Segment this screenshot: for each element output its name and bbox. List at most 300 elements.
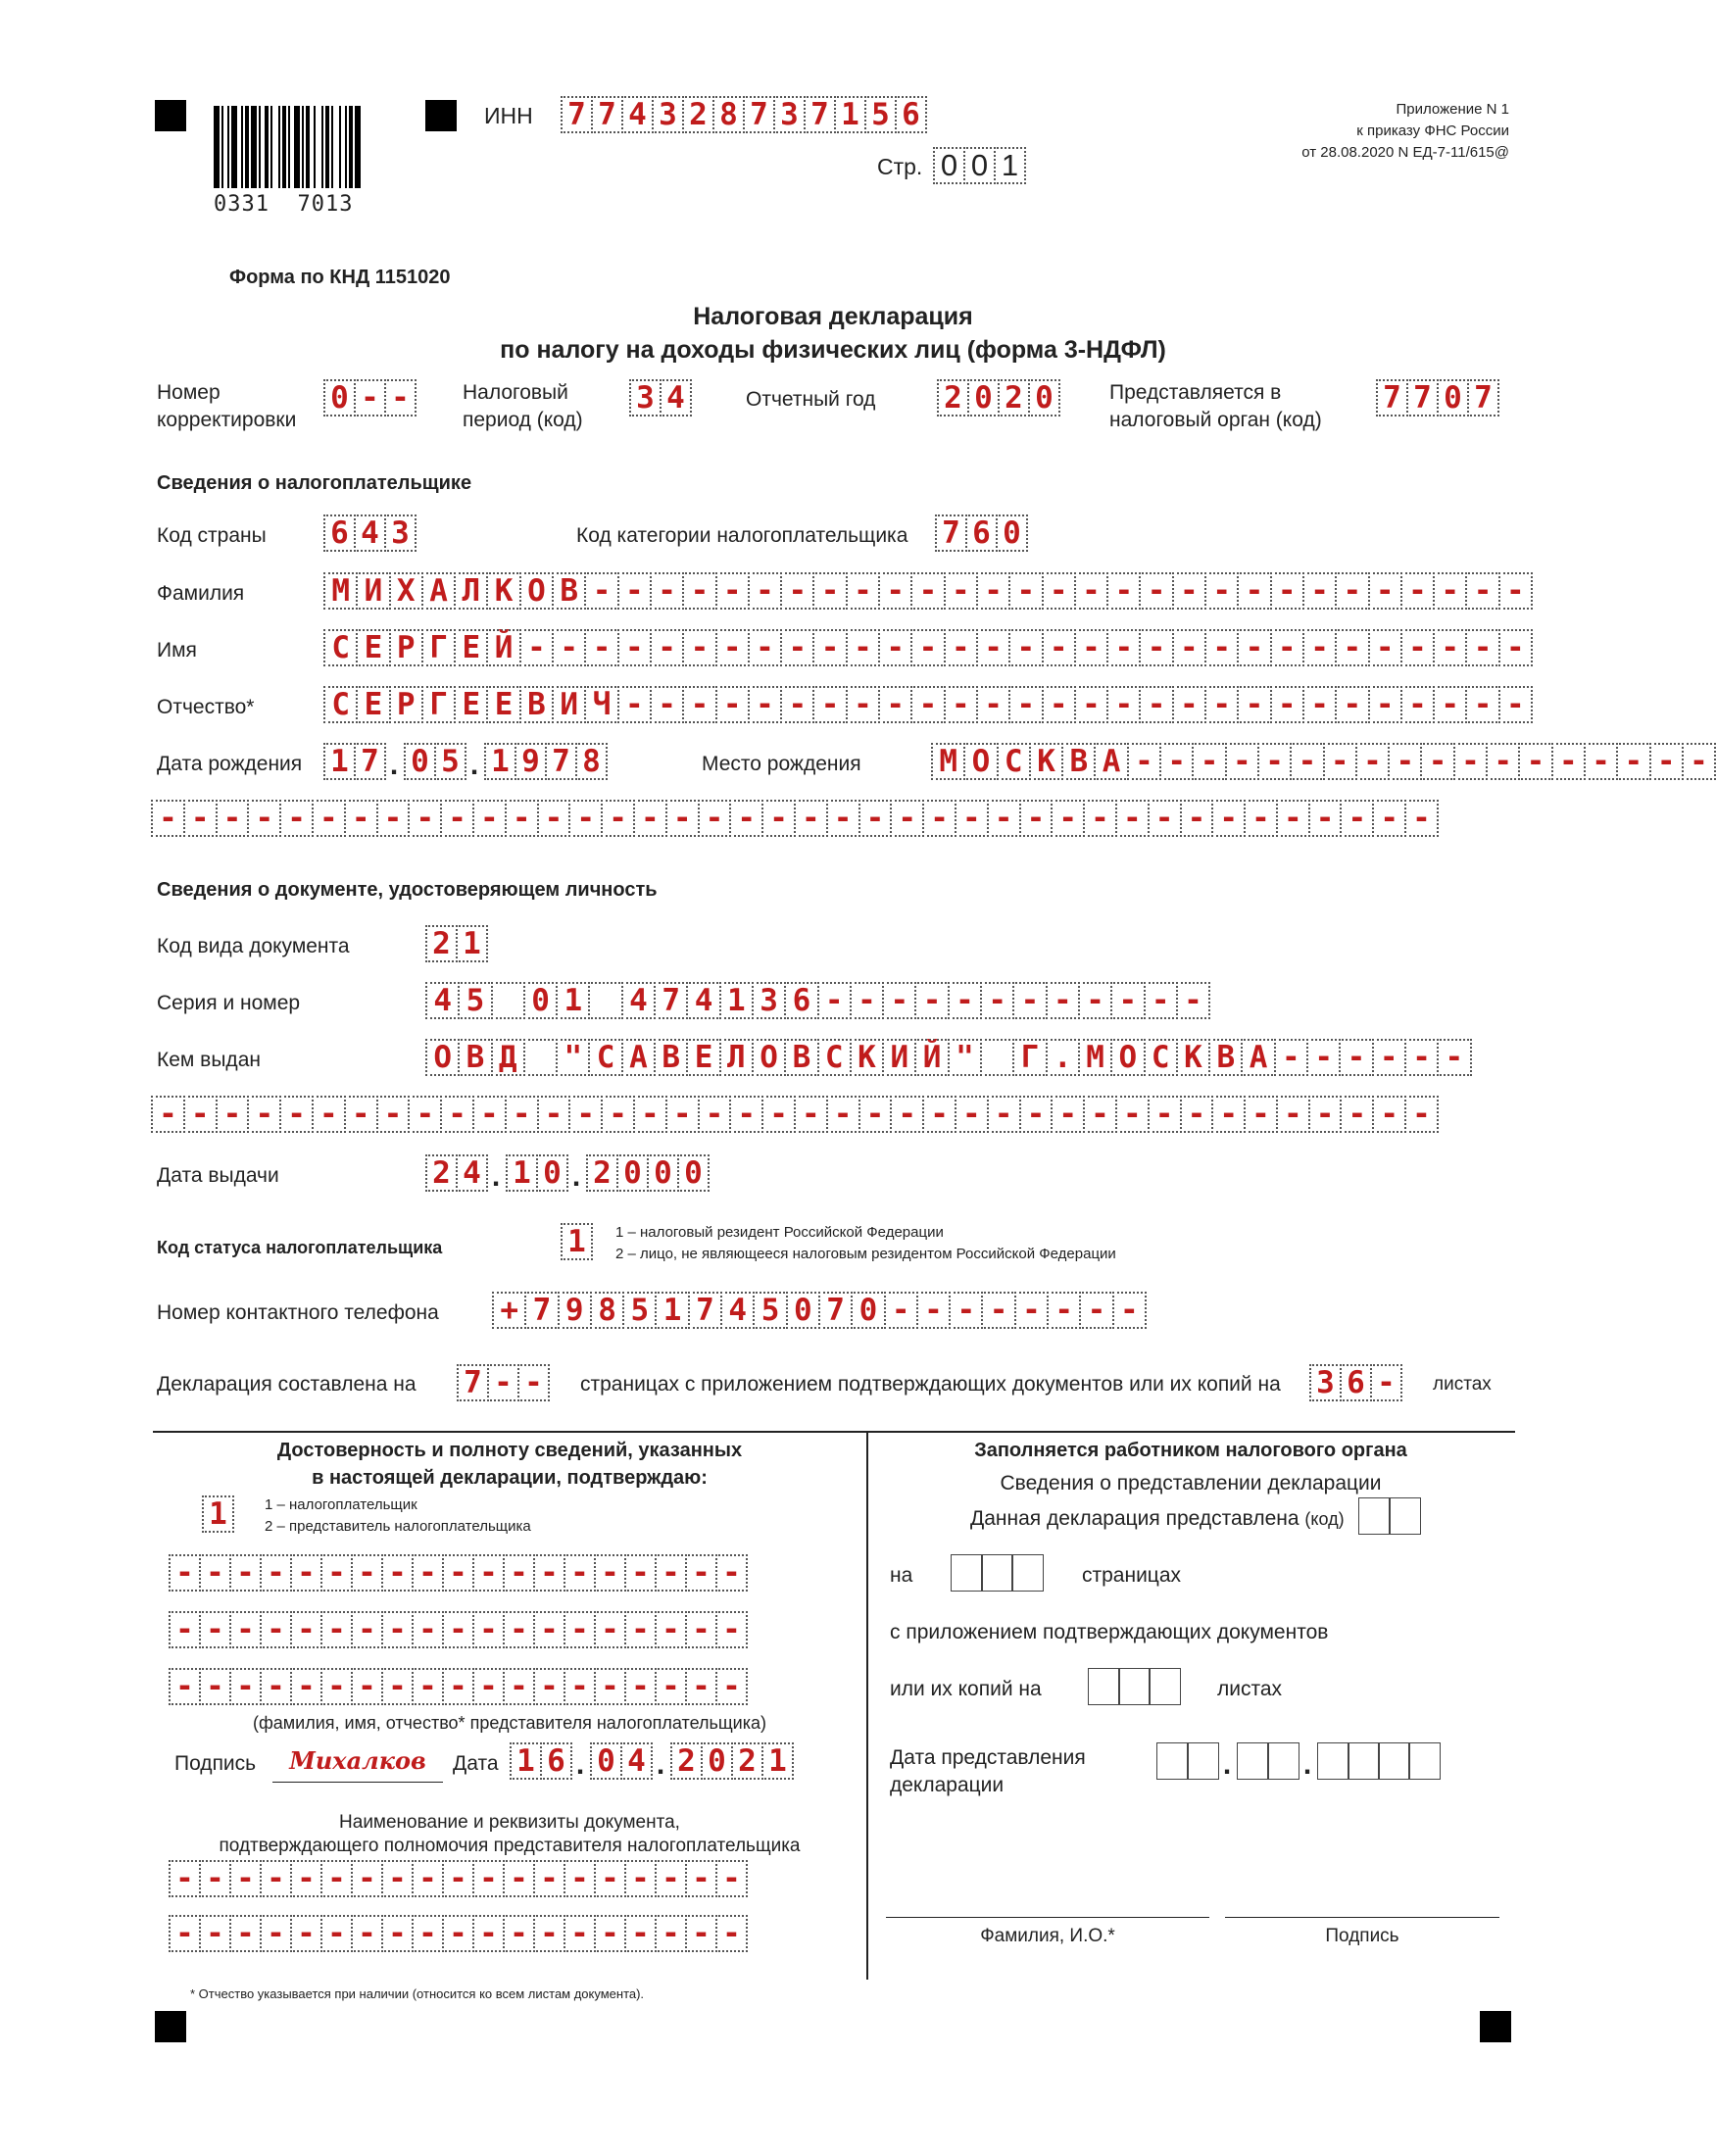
form-cell: - (568, 1096, 603, 1133)
form-cell: - (1465, 572, 1499, 610)
page-label: Стр. (877, 154, 923, 179)
form-cell: - (817, 982, 852, 1019)
birth-day-cells (323, 743, 384, 784)
form-cell: - (344, 1096, 378, 1133)
form-cell: - (472, 800, 507, 837)
form-cell: 7 (354, 743, 386, 780)
empty-form-cell[interactable] (1011, 1554, 1044, 1592)
form-cell: - (1204, 572, 1239, 610)
form-cell: 2 (731, 1742, 763, 1780)
form-cell (491, 982, 525, 1019)
form-cell: М (931, 743, 965, 780)
form-cell: - (1368, 686, 1402, 723)
form-cell: 3 (752, 982, 786, 1019)
issued-by-cells (425, 1039, 1470, 1080)
form-cell: - (1008, 629, 1043, 666)
rep-name-line1-cells (169, 1554, 746, 1595)
form-cell: - (290, 1554, 322, 1592)
form-cell: - (665, 1096, 700, 1133)
form-cell: Л (719, 1039, 754, 1076)
barcode-bar (265, 106, 269, 188)
form-cell: - (503, 1860, 535, 1897)
empty-form-cell[interactable] (1156, 1742, 1189, 1780)
form-cell: - (1244, 1096, 1278, 1133)
form-cell: 7 (1467, 379, 1499, 416)
office-sheets-label: листах (1217, 1678, 1283, 1700)
form-cell: - (320, 1554, 353, 1592)
form-cell: Х (389, 572, 423, 610)
empty-form-cell[interactable] (1088, 1668, 1120, 1705)
pages-label-middle: страницах с приложением подтверждающих документов или их копий на (580, 1373, 1281, 1396)
sign-date-label: Дата (453, 1752, 499, 1775)
form-cell: 8 (712, 96, 745, 133)
form-cell: - (1074, 572, 1108, 610)
appendix-line2: к приказу ФНС России (1356, 122, 1509, 139)
form-cell: 7 (524, 1292, 559, 1329)
form-cell: 0 (963, 147, 996, 184)
taxpayer-section-title: Сведения о налогоплательщике (157, 472, 472, 494)
form-cell: - (685, 1668, 717, 1705)
form-cell: - (1302, 629, 1337, 666)
inn-label: ИНН (484, 103, 533, 128)
form-cell: - (1106, 572, 1141, 610)
empty-form-cell[interactable] (981, 1554, 1013, 1592)
form-cell: - (682, 629, 716, 666)
rep-doc-caption-1: Наименование и реквизиты документа, (339, 1812, 680, 1833)
form-cell: - (685, 1915, 717, 1952)
confirm-cells (202, 1495, 232, 1537)
form-cell: - (312, 800, 346, 837)
form-cell: 1 (456, 925, 488, 962)
form-cell: О (752, 1039, 786, 1076)
form-cell: - (1115, 1096, 1150, 1133)
form-cell: - (564, 1611, 596, 1648)
form-cell: 3 (773, 96, 806, 133)
barcode-bar (345, 106, 347, 188)
empty-form-cell[interactable] (1187, 1742, 1219, 1780)
sheets-count-cells (1309, 1364, 1400, 1405)
form-cell: Г (421, 686, 456, 723)
form-cell: - (505, 1096, 539, 1133)
form-cell: 7 (545, 743, 577, 780)
form-cell: - (1172, 572, 1206, 610)
form-cell: К (486, 572, 520, 610)
barcode-bar (288, 106, 290, 188)
form-cell: - (987, 800, 1021, 837)
form-cell: 4 (720, 1292, 755, 1329)
office-code-label: (код) (1304, 1509, 1345, 1529)
sign-date-cells (510, 1742, 792, 1784)
form-cell: - (1302, 572, 1337, 610)
form-cell: - (320, 1668, 353, 1705)
name-cells (323, 629, 1531, 670)
form-cell: - (878, 572, 912, 610)
form-cell: - (1404, 800, 1439, 837)
form-cell: - (685, 1860, 717, 1897)
form-cell: 7 (804, 96, 836, 133)
form-cell: - (1172, 629, 1206, 666)
form-cell: - (169, 1668, 201, 1705)
form-cell: - (650, 686, 684, 723)
form-cell: - (381, 1860, 414, 1897)
form-cell: - (1498, 572, 1533, 610)
sign-day-cells (510, 1742, 570, 1784)
form-cell: Ч (584, 686, 618, 723)
form-cell: 2 (425, 1154, 458, 1192)
barcode-bar (227, 106, 229, 188)
form-cell: - (1370, 1364, 1402, 1401)
form-cell: Е (454, 629, 488, 666)
form-cell: 2 (425, 925, 458, 962)
form-cell: - (472, 1096, 507, 1133)
form-cell: - (916, 1292, 951, 1329)
form-cell: - (1437, 1039, 1471, 1076)
form-cell: - (890, 1096, 924, 1133)
date-separator: . (656, 1748, 665, 1781)
corner-marker-top-left (155, 100, 186, 131)
form-cell: - (1019, 800, 1054, 837)
form-cell: А (621, 1039, 656, 1076)
office-sign-caption: Подпись (1325, 1926, 1399, 1946)
form-cell: - (846, 629, 880, 666)
form-cell: Г (1012, 1039, 1047, 1076)
form-cell: " (556, 1039, 590, 1076)
form-cell: - (1290, 743, 1324, 780)
form-cell: - (976, 572, 1010, 610)
form-cell: - (826, 800, 860, 837)
form-cell: - (487, 1364, 519, 1401)
form-cell: - (1110, 982, 1145, 1019)
form-cell: 1 (484, 743, 516, 780)
tax-period-cells (629, 379, 690, 420)
date-separator: . (571, 1160, 581, 1193)
form-cell: - (685, 1611, 717, 1648)
form-cell: - (1192, 743, 1226, 780)
form-cell: 6 (895, 96, 927, 133)
form-cell: - (1339, 1039, 1373, 1076)
form-cell: 0 (323, 379, 356, 416)
signature-underline (272, 1782, 443, 1783)
form-cell: С (323, 629, 358, 666)
barcode-bar (314, 106, 316, 188)
form-cell: - (1518, 743, 1552, 780)
office-pages-cells (951, 1554, 1042, 1595)
form-cell: В (1061, 743, 1096, 780)
form-cell: . (1046, 1039, 1080, 1076)
form-cell: 1 (655, 1292, 689, 1329)
form-cell: - (442, 1668, 474, 1705)
form-cell: - (594, 1668, 626, 1705)
form-cell: - (1148, 800, 1182, 837)
form-cell: М (1078, 1039, 1112, 1076)
confirm-option-1: 1 – налогоплательщик (265, 1496, 417, 1513)
form-cell: - (472, 1611, 505, 1648)
form-cell: 2 (670, 1742, 703, 1780)
form-cell: 0 (786, 1292, 820, 1329)
form-cell: 5 (622, 1292, 657, 1329)
birth-place-label: Место рождения (702, 753, 861, 775)
form-cell: - (1340, 1096, 1374, 1133)
empty-form-cell[interactable] (1118, 1668, 1151, 1705)
barcode-bar (282, 106, 286, 188)
form-cell: 1 (994, 147, 1026, 184)
form-cell: В (458, 1039, 492, 1076)
form-cell: 3 (629, 379, 662, 416)
form-cell: - (1204, 629, 1239, 666)
form-cell: - (1308, 1096, 1343, 1133)
form-cell: - (229, 1554, 262, 1592)
form-cell: - (247, 1096, 281, 1133)
form-cell: - (715, 572, 750, 610)
form-cell: - (655, 1611, 687, 1648)
form-cell: А (1094, 743, 1128, 780)
form-cell: - (1388, 743, 1422, 780)
form-cell: - (320, 1860, 353, 1897)
form-cell: - (624, 1860, 657, 1897)
form-cell: - (1404, 1096, 1439, 1133)
date-separator: . (575, 1748, 585, 1781)
country-label: Код страны (157, 524, 267, 547)
form-cell: 0 (616, 1154, 649, 1192)
form-cell: - (247, 800, 281, 837)
series-cells (425, 982, 1208, 1023)
form-cell: С (817, 1039, 852, 1076)
form-cell: - (846, 572, 880, 610)
form-cell: - (748, 686, 782, 723)
appendix-line1: Приложение N 1 (1396, 101, 1509, 118)
empty-form-cell[interactable] (1408, 1742, 1441, 1780)
form-cell: - (1465, 686, 1499, 723)
year-cells (937, 379, 1058, 420)
barcode-bar (251, 106, 257, 188)
issue-year-cells (586, 1154, 708, 1196)
form-cell: 8 (590, 1292, 624, 1329)
form-cell: - (715, 1860, 748, 1897)
form-cell: - (715, 1915, 748, 1952)
form-cell: - (229, 1860, 262, 1897)
form-cell: - (1340, 800, 1374, 837)
form-cell: - (412, 1611, 444, 1648)
form-cell: - (552, 629, 586, 666)
form-cell: - (1335, 572, 1369, 610)
form-cell: - (1404, 1039, 1439, 1076)
barcode-bars (214, 106, 386, 188)
form-cell: - (846, 686, 880, 723)
form-cell: - (624, 1668, 657, 1705)
form-cell: - (955, 800, 989, 837)
form-cell: 3 (652, 96, 684, 133)
form-cell: - (1368, 572, 1402, 610)
authority-cells (1376, 379, 1497, 420)
form-cell: 0 (590, 1742, 622, 1780)
form-cell: А (1241, 1039, 1275, 1076)
form-cell: 0 (996, 514, 1028, 552)
form-cell: - (199, 1860, 231, 1897)
form-cell: - (594, 1860, 626, 1897)
form-cell: 1 (834, 96, 866, 133)
form-cell: - (169, 1611, 201, 1648)
correction-label-1: Номер (157, 381, 221, 404)
confirm-title-line1: Достоверность и полноту сведений, указанных (276, 1440, 743, 1461)
form-cell: - (351, 1860, 383, 1897)
form-cell: 0 (677, 1154, 710, 1192)
authority-label-2: налоговый орган (код) (1109, 409, 1322, 431)
form-cell: - (1453, 743, 1488, 780)
form-cell: - (442, 1554, 474, 1592)
form-cell: - (780, 629, 814, 666)
pages-label-before: Декларация составлена на (157, 1373, 417, 1396)
status-cells (561, 1223, 591, 1264)
form-cell: В (654, 1039, 688, 1076)
issue-month-cells (506, 1154, 566, 1196)
form-cell: 2 (682, 96, 714, 133)
form-cell: - (682, 686, 716, 723)
form-cell: - (1270, 572, 1304, 610)
empty-form-cell[interactable] (1317, 1742, 1349, 1780)
form-cell: С (323, 686, 358, 723)
barcode-bar (221, 106, 223, 188)
category-label: Код категории налогоплательщика (576, 524, 908, 547)
form-cell: 6 (1340, 1364, 1372, 1401)
form-cell: 6 (784, 982, 818, 1019)
barcode-bar (321, 106, 323, 188)
empty-form-cell[interactable] (1348, 1742, 1380, 1780)
form-cell: Р (389, 686, 423, 723)
year-label: Отчетный год (746, 388, 876, 411)
document-section-title: Сведения о документе, удостоверяющем личность (157, 879, 658, 901)
form-cell: - (505, 800, 539, 837)
empty-form-cell[interactable] (1389, 1497, 1421, 1535)
form-cell: - (882, 982, 916, 1019)
form-cell: - (594, 1611, 626, 1648)
barcode-bar (231, 106, 237, 188)
form-cell: Г (421, 629, 456, 666)
form-cell: - (1047, 1292, 1081, 1329)
form-cell: - (1008, 686, 1043, 723)
form-cell: - (1008, 572, 1043, 610)
form-cell: С (588, 1039, 622, 1076)
form-cell: О (963, 743, 998, 780)
form-cell: - (1257, 743, 1292, 780)
form-cell: - (199, 1668, 231, 1705)
page-title-line2: по налогу на доходы физических лиц (форма 3-НДФЛ) (500, 336, 1166, 364)
form-cell: - (381, 1668, 414, 1705)
form-cell: - (384, 379, 417, 416)
form-cell: В (552, 572, 586, 610)
rep-doc-caption-2: подтверждающего полномочия представителя налогоплательщика (219, 1836, 801, 1856)
form-cell: - (503, 1915, 535, 1952)
form-cell: К (1029, 743, 1063, 780)
empty-form-cell[interactable] (1237, 1742, 1269, 1780)
inn-cells (561, 96, 925, 137)
form-cell: - (1106, 686, 1141, 723)
form-cell: - (914, 982, 949, 1019)
form-cell: - (442, 1915, 474, 1952)
birth-month-cells (404, 743, 465, 784)
doc-type-cells (425, 925, 486, 966)
form-cell: - (1172, 686, 1206, 723)
form-cell: - (408, 1096, 442, 1133)
form-cell: - (199, 1611, 231, 1648)
form-cell: Е (486, 686, 520, 723)
rep-name-line3-cells (169, 1668, 746, 1709)
form-cell: 7 (654, 982, 688, 1019)
form-cell: - (1042, 629, 1076, 666)
form-cell: - (183, 800, 218, 837)
form-cell: - (1433, 629, 1467, 666)
form-cell: - (1144, 982, 1178, 1019)
form-cell: - (440, 1096, 474, 1133)
empty-form-cell[interactable] (1378, 1742, 1410, 1780)
empty-form-cell[interactable] (951, 1554, 983, 1592)
form-cell: - (1498, 629, 1533, 666)
form-cell: 4 (621, 96, 654, 133)
form-cell: 1 (556, 982, 590, 1019)
form-cell: - (351, 1554, 383, 1592)
footnote: * Отчество указывается при наличии (относится ко всем листам документа). (190, 1986, 645, 2001)
form-cell: - (617, 572, 652, 610)
form-cell: 4 (686, 982, 720, 1019)
tax-period-label-1: Налоговый (463, 381, 568, 404)
form-cell: - (976, 629, 1010, 666)
form-cell: - (290, 1668, 322, 1705)
form-cell: - (533, 1554, 565, 1592)
form-cell: - (1372, 1039, 1406, 1076)
form-cell: 0 (1437, 379, 1469, 416)
form-cell: О (425, 1039, 460, 1076)
form-cell: - (617, 629, 652, 666)
form-cell: - (685, 1554, 717, 1592)
form-cell: - (1433, 572, 1467, 610)
form-cell: - (503, 1554, 535, 1592)
form-cell: 2 (998, 379, 1030, 416)
form-cell: - (412, 1554, 444, 1592)
barcode-bar (306, 106, 310, 188)
empty-form-cell[interactable] (1149, 1668, 1181, 1705)
form-cell: - (472, 1668, 505, 1705)
form-cell: - (1042, 572, 1076, 610)
form-cell: - (948, 982, 982, 1019)
empty-form-cell[interactable] (1267, 1742, 1299, 1780)
form-cell: - (698, 1096, 732, 1133)
form-cell: - (1465, 629, 1499, 666)
barcode-bar (241, 106, 243, 188)
empty-form-cell[interactable] (1358, 1497, 1391, 1535)
form-cell: - (812, 629, 847, 666)
form-cell: 0 (536, 1154, 568, 1192)
form-cell: В (784, 1039, 818, 1076)
form-cell: - (633, 1096, 667, 1133)
form-cell: - (279, 800, 314, 837)
form-cell: 5 (753, 1292, 787, 1329)
form-cell: 4 (456, 1154, 488, 1192)
form-cell: - (169, 1554, 201, 1592)
patronymic-label: Отчество* (157, 696, 255, 718)
barcode-bar (278, 106, 280, 188)
office-name-line (886, 1917, 1209, 1918)
issued-by-label: Кем выдан (157, 1049, 261, 1071)
form-cell: - (955, 1096, 989, 1133)
form-cell: - (1211, 800, 1246, 837)
form-cell: - (748, 629, 782, 666)
date-separator: . (1222, 1748, 1232, 1781)
form-cell: - (1372, 800, 1406, 837)
form-cell: - (944, 686, 978, 723)
form-cell: - (650, 629, 684, 666)
form-cell: - (260, 1860, 292, 1897)
form-cell: - (655, 1554, 687, 1592)
form-cell: - (229, 1915, 262, 1952)
